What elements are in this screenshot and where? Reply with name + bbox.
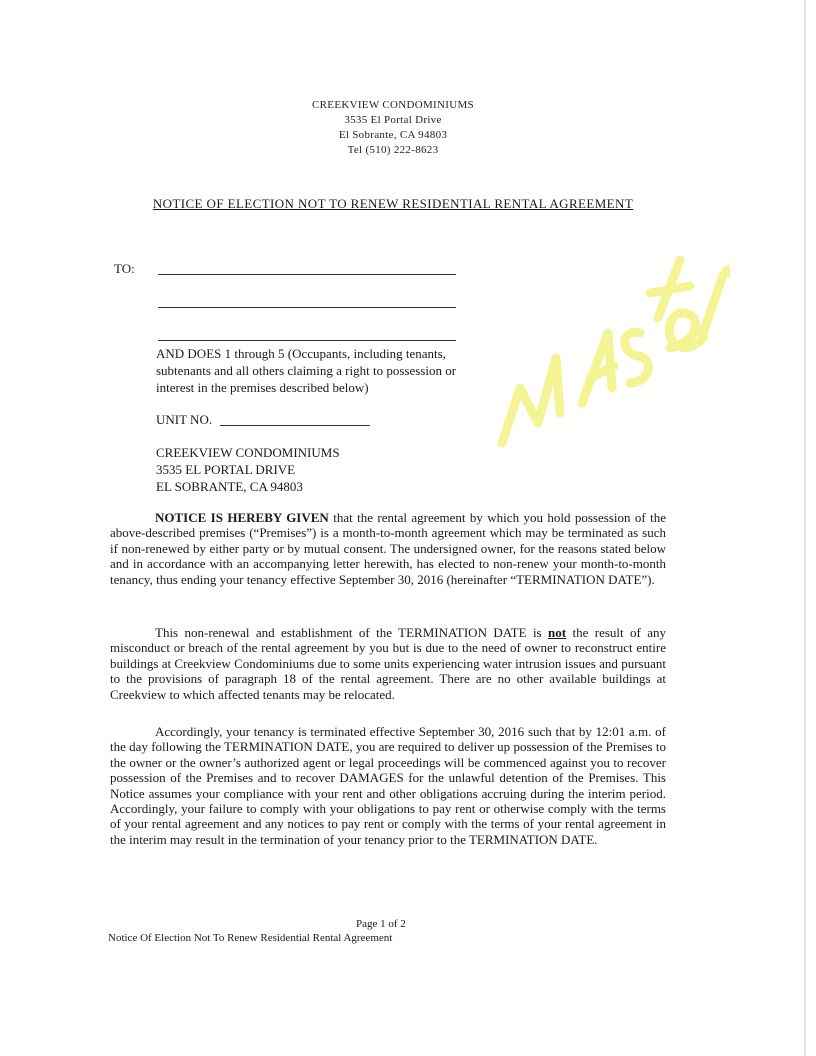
notice-lead: NOTICE IS HEREBY GIVEN [155,510,329,525]
reason-part-a: This non-renewal and establishment of the TERMINATION DATE is [155,625,549,640]
company-phone: Tel (510) 222-8623 [347,144,439,156]
termination-body: Accordingly, your tenancy is terminated effective September 30, 2016 such that by 12:01 a.m. of the day following the TERMINATION DATE, you are required to deliver up possession of the Premises to the owner or the owner’s authorized agent or legal proceedings will be commenced against you to recover possession of the Premises and to recover DAMAGES for the unlawful detention of the Premises. This Notice assumes your compliance with your rent and other obligations accruing during the interim period. Accordingly, your failure to comply with your obligations to pay rent or otherwise comply with the terms of your rental agreement and any notices to pay rent or comply with the terms of your rental agreement in the interim may result in the termination of your tenancy prior to the TERMINATION DATE. [110,724,666,847]
address-line-2: 3535 EL PORTAL DRIVE [156,462,296,477]
notice-paragraph [110,510,666,587]
address-line-3: EL SOBRANTE, CA 94803 [156,479,303,494]
page-number: Page 1 of 2 [356,918,406,930]
company-name: CREEKVIEW CONDOMINIUMS [312,99,474,111]
company-city: El Sobrante, CA 94803 [338,129,448,141]
does-clause: AND DOES 1 through 5 (Occupants, including tenants, subtenants and all others claiming a right to possession or interest in the premises described below) [156,346,457,395]
reason-not: not [548,625,567,640]
notice-body: that the rental agreement by which you hold possession of the above-described premises (“Premises”) is a month-to-month agreement which may be terminated as such if non-renewed by either party or by mutual consent. The undersigned owner, for the reasons stated below and in accordance with an accompanying letter herewith, has elected to non-renew your month-to-month tenancy, thus ending your tenancy effective September 30, 2016 (hereinafter “TERMINATION DATE”). [110,510,666,587]
addressee-line-2 [158,307,456,308]
unit-number-line [220,425,370,426]
reason-part-b: the result of any misconduct or breach of the rental agreement by you but is due to the need of owner to reconstruct entire buildings at Creekview Condominiums due to some units experiencing water intrusion issues and pursuant to the provisions of paragraph 18 of the rental agreement. There are no other available buildings at Creekview to which affected tenants may be relocated. [110,625,666,702]
company-street: 3535 El Portal Drive [344,114,442,126]
addressee-line-1 [158,274,456,275]
address-line-1: CREEKVIEW CONDOMINIUMS [156,445,340,460]
reason-paragraph [110,625,666,702]
addressee-line-3 [158,340,456,341]
to-label: TO: [114,261,135,276]
termination-paragraph [110,724,666,847]
unit-label: UNIT NO. [156,412,213,427]
document-title: NOTICE OF ELECTION NOT TO RENEW RESIDENTIAL RENTAL AGREEMENT [152,196,634,211]
master-stamp [490,238,730,468]
master-stamp-strokes [502,260,730,443]
footer-document-name: Notice Of Election Not To Renew Residential Rental Agreement [108,932,393,944]
scan-edge [804,0,806,1056]
